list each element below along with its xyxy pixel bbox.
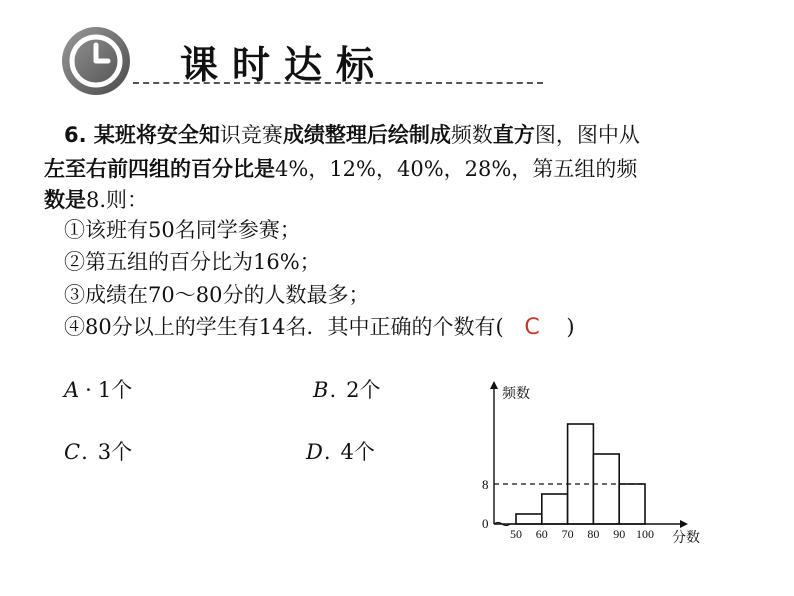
statement-4	[64, 313, 575, 342]
x-tick-label: 50	[510, 527, 522, 541]
clock-icon	[60, 25, 132, 97]
x-tick-label: 100	[636, 527, 654, 541]
option-text: 1个	[97, 378, 133, 402]
histogram-bar	[593, 454, 619, 524]
question-line-1	[64, 121, 640, 149]
option-text: 4个	[340, 440, 375, 464]
x-axis-label: 分数	[672, 531, 700, 546]
x-tick-label: 80	[587, 527, 600, 541]
histogram-chart	[472, 376, 708, 550]
y-axis-arrow	[490, 381, 498, 389]
option-sep: ·	[85, 378, 92, 402]
x-axis-arrow	[680, 520, 688, 528]
histogram-bar	[568, 424, 594, 524]
header	[0, 0, 794, 100]
page-title: 课时达标	[180, 43, 389, 87]
question-line-3	[44, 186, 148, 214]
x-tick-label: 70	[561, 527, 574, 541]
text-segment: 数是	[44, 188, 86, 212]
text-segment: 直方	[492, 123, 535, 147]
statement-4-close: )	[566, 315, 575, 339]
option-sep: .	[81, 440, 88, 464]
option-sep: .	[329, 378, 337, 402]
y-tick-label: 0	[482, 516, 489, 531]
y-axis-label: 频数	[502, 387, 530, 402]
text-segment: 频数	[450, 123, 493, 147]
option-text: 2个	[346, 378, 381, 402]
answer-mark: C	[524, 315, 540, 340]
option-a	[64, 376, 132, 404]
text-segment: 左至右前四组	[44, 157, 170, 181]
text-segment: 成绩	[282, 123, 325, 147]
option-d	[306, 438, 375, 466]
statement-3: ③成绩在70～80分的人数最多；	[64, 283, 370, 307]
text-segment: 8.则：	[86, 188, 149, 212]
y-tick-label: 8	[482, 477, 489, 492]
option-letter: D	[306, 440, 323, 464]
statement-2: ②第五组的百分比为16%；	[64, 250, 321, 274]
statement-1: ①该班有50名同学参赛；	[64, 218, 301, 242]
histogram-bar	[619, 484, 645, 524]
option-c	[64, 438, 132, 466]
x-tick-label: 60	[535, 527, 548, 541]
option-letter: C	[64, 440, 81, 464]
option-b	[313, 376, 381, 404]
text-segment: 识竞赛	[219, 123, 283, 147]
statement-4-text: ④80分以上的学生有14名．其中正确的个数有(	[64, 315, 504, 339]
option-text: 3个	[97, 440, 133, 464]
histogram-bar	[542, 494, 568, 524]
title-underline	[133, 82, 543, 84]
text-segment: 制成	[408, 123, 451, 147]
histogram-svg	[472, 376, 708, 550]
question-number-text: 6. 某班将安全知	[64, 123, 220, 147]
x-tick-label: 90	[613, 527, 626, 541]
question-line-2	[44, 155, 637, 183]
text-segment: 图，图中从	[534, 123, 640, 147]
histogram-bar	[516, 514, 542, 524]
text-segment: 整理后绘	[324, 123, 409, 147]
text-segment: 的百分比是	[170, 157, 275, 181]
option-sep: .	[323, 440, 331, 464]
option-letter: A	[64, 378, 80, 402]
text-segment: 4%，12%，40%，28%，第五组的频	[275, 157, 638, 181]
option-letter: B	[313, 378, 329, 402]
